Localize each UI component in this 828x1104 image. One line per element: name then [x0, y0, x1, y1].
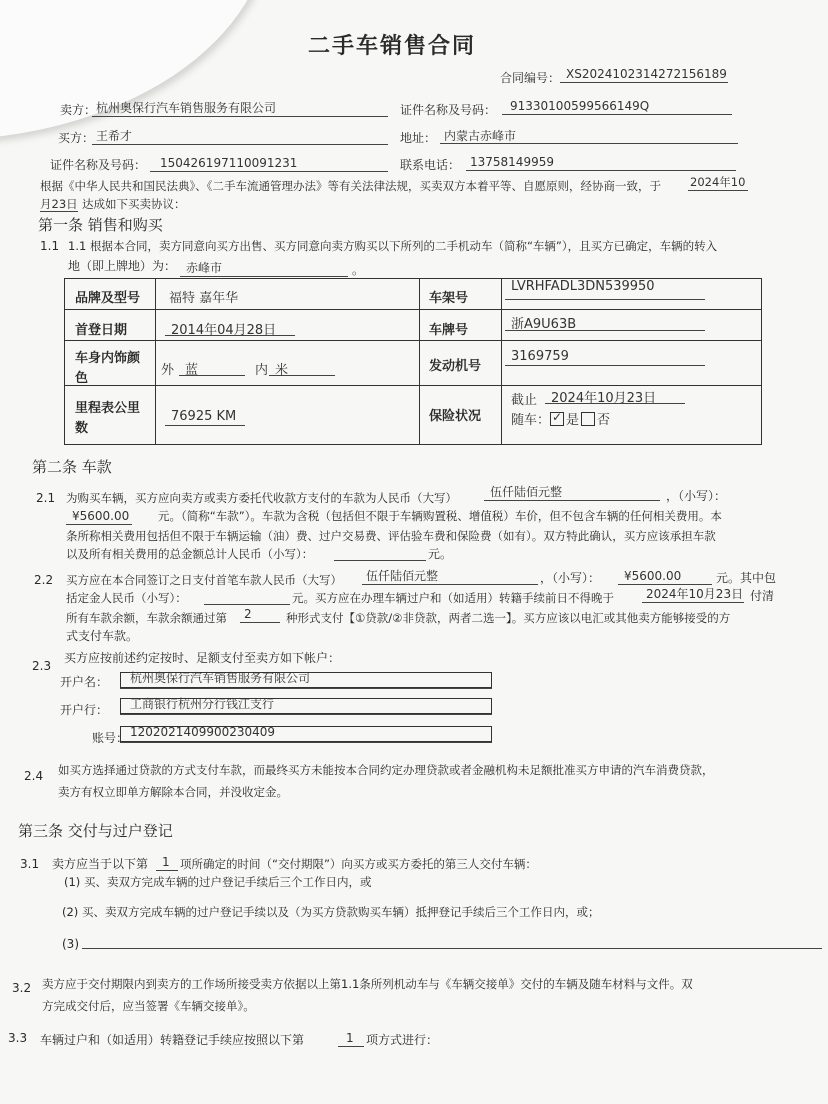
underline — [545, 403, 685, 404]
clause-number: 3.2 — [12, 981, 32, 995]
buyer-id-label: 证件名称及号码： — [50, 158, 147, 172]
account-bank-label: 开户行： — [60, 703, 109, 717]
insurance-until-value: 2024年10月23日 — [551, 391, 657, 406]
underline — [180, 276, 348, 277]
account-number-label: 账号： — [92, 731, 129, 745]
p22-line-2c: 付清 — [750, 589, 775, 603]
clause-number: 1.1 — [40, 239, 60, 253]
underline — [269, 375, 335, 376]
yes-label: 是 — [566, 413, 580, 428]
insurance-until-label: 截止 — [511, 393, 538, 408]
contract-number-label: 合同编号： — [500, 71, 561, 85]
account-number: 1202021409900230409 — [130, 725, 276, 739]
p21-line-4b: 元。 — [428, 547, 453, 561]
p24-line-1: 如买方选择通过贷款的方式支付车款，而最终买方未能按本合同约定办理贷款或者金融机构未足额批准买方申请的汽车消费贷款， — [58, 763, 714, 777]
p22-line-2a: 括定金人民币（小写）： — [66, 591, 187, 605]
p21-line-1a: 为购买车辆，买方应向卖方或卖方委托代收款方支付的车款为人民币（大写） — [66, 491, 457, 505]
with-car-label: 随车： — [511, 413, 551, 428]
seller-label: 卖方： — [60, 103, 97, 117]
table-row — [65, 310, 761, 341]
buyer-label: 买方： — [58, 131, 95, 145]
brand-value: 福特 嘉年华 — [169, 291, 239, 306]
account-bank: 工商银行杭州分行钱江支行 — [130, 697, 275, 711]
underline — [560, 82, 728, 83]
underline — [165, 335, 295, 336]
underline — [505, 299, 705, 300]
vehicle-info-table — [64, 278, 762, 445]
underline — [618, 584, 712, 585]
with-car-row — [511, 409, 610, 428]
p31-option-1: (1) 买、卖双方完成车辆的过户登记手续后三个工作日内，或 — [64, 875, 372, 889]
preamble-date-a: 2024年10 — [690, 175, 746, 189]
p22-deadline: 2024年10月23日 — [646, 587, 744, 601]
underline — [505, 330, 705, 331]
mileage-label-2: 数 — [75, 421, 89, 436]
underline — [204, 604, 290, 605]
mileage-label-1: 里程表公里 — [75, 401, 141, 416]
p31-option-3: (3) — [62, 937, 79, 951]
seller-id-label: 证件名称及号码： — [400, 103, 497, 117]
underline — [120, 742, 492, 743]
underline — [484, 500, 660, 501]
address-label: 地址： — [400, 131, 437, 145]
p22-amount-upper: 伍仟陆佰元整 — [366, 569, 439, 583]
p22-line-1a: 买方应在本合同签订之日支付首笔车款人民币（大写） — [66, 573, 342, 587]
underline — [82, 948, 822, 949]
p23-line-1: 买方应按前述约定按时、足额支付至卖方如下帐户： — [64, 651, 341, 665]
preamble-line-1: 根据《中华人民共和国民法典》、《二手车流通管理办法》等有关法律法规，买卖双方本着平等、自愿原则，经协商一致，于 — [40, 179, 661, 193]
underline — [66, 524, 132, 525]
p33-line-1a: 车辆过户和（如适用）转籍登记手续应按照以下第 — [40, 1033, 305, 1047]
registration-location: 赤峰市 — [186, 261, 223, 275]
p21-amount-upper: 伍仟陆佰元整 — [490, 485, 563, 499]
clause-number: 2.4 — [24, 769, 44, 783]
buyer-address: 内蒙古赤峰市 — [444, 129, 517, 143]
p32-line-2: 方完成交付后，应当签署《车辆交接单》。 — [42, 999, 255, 1013]
underline — [502, 114, 732, 115]
seller-id: 91330100599566149Q — [510, 99, 650, 113]
clause-number: 2.1 — [36, 491, 56, 505]
p24-line-2: 卖方有权立即单方解除本合同，并没收定金。 — [58, 785, 288, 799]
p22-method: 2 — [244, 607, 252, 621]
checkbox-checked-icon[interactable] — [550, 412, 564, 426]
underline — [688, 190, 748, 191]
preamble-date-b: 月23日 — [40, 197, 78, 211]
color-label-2: 色 — [75, 371, 89, 386]
period: 。 — [352, 263, 365, 277]
p22-line-3b: 种形式支付【①贷款/②非贷款，两者二选一】。买方应该以电汇或其他卖方能够接受的方 — [286, 611, 731, 625]
underline — [156, 870, 178, 871]
buyer-phone: 13758149959 — [470, 155, 554, 169]
underline — [338, 1046, 364, 1047]
account-name-label: 开户名： — [60, 675, 109, 689]
p21-line-4a: 以及所有相关费用的总金额总计人民币（小写）： — [66, 547, 314, 561]
p31-line-1b: 项所确定的时间（“交付期限”）向买方或买方委托的第三人交付车辆： — [180, 857, 537, 871]
underline — [440, 143, 738, 144]
engine-value: 3169759 — [511, 349, 569, 364]
underline — [179, 375, 245, 376]
p33-item: 1 — [346, 1031, 354, 1045]
color-int-value: 米 — [275, 363, 289, 378]
color-label-1: 车身内饰颜 — [75, 351, 141, 366]
article-3-heading: 第三条 交付与过户登记 — [18, 822, 173, 840]
underline — [150, 171, 388, 172]
plate-value: 浙A9U63B — [511, 317, 577, 332]
p31-line-1a: 卖方应当于以下第 — [52, 857, 149, 871]
underline — [505, 365, 705, 366]
buyer-id: 150426197110091231 — [160, 156, 298, 170]
p22-line-2b: 元。买方应在办理车辆过户和（如适用）转籍手续前日不得晚于 — [292, 591, 614, 605]
p31-option-2: (2) 买、卖双方完成车辆的过户登记手续以及（为买方贷款购买车辆）抵押登记手续后三个工作日内，或； — [62, 905, 600, 919]
frame-value: LVRHFADL3DN539950 — [511, 279, 655, 294]
seller-name: 杭州奥保行汽车销售服务有限公司 — [96, 101, 277, 115]
p21-line-2: 元。（简称“车款”）。车款为含税（包括但不限于车辆购置税、增值税）车价，但不包含车辆的任何相关费用。本 — [158, 509, 722, 523]
clause-number: 2.2 — [34, 573, 54, 587]
article-1-text-1: 1.1 根据本合同，卖方同意向买方出售、买方同意向卖方购买以下所列的二手机动车（简称“车辆”），且买方已确定，车辆的转入 — [68, 239, 718, 253]
buyer-name: 王希才 — [96, 129, 133, 143]
p22-line-1b: ，（小写）： — [540, 571, 601, 585]
underline — [92, 116, 388, 117]
p32-line-1: 卖方应于交付期限内到卖方的工作场所接受卖方依据以上第1.1条所列机动车与《车辆交接单》交付的车辆及随车材料与文件。双 — [42, 977, 693, 991]
clause-number: 2.3 — [32, 659, 52, 673]
underline — [362, 584, 538, 585]
p33-line-1b: 项方式进行： — [366, 1033, 439, 1047]
article-1-text-2: 地（即上牌地）为： — [68, 259, 177, 273]
article-2-heading: 第二条 车款 — [32, 458, 112, 476]
folded-page-corner — [0, 0, 270, 140]
mileage-value: 76925 KM — [171, 409, 237, 424]
p22-line-3a: 所有车款余额，车款余额通过第 — [66, 611, 227, 625]
underline — [92, 144, 388, 145]
p21-amount-lower: ¥5600.00 — [72, 509, 130, 523]
underline — [466, 170, 736, 171]
phone-label: 联系电话： — [400, 158, 461, 172]
checkbox-empty-icon[interactable] — [581, 412, 595, 426]
account-name: 杭州奥保行汽车销售服务有限公司 — [130, 671, 311, 685]
p22-line-1c: 元。其中包 — [716, 571, 777, 585]
contract-title: 二手车销售合同 — [308, 34, 477, 59]
p22-line-4: 式支付车款。 — [66, 629, 139, 643]
preamble-line-2: 达成如下买卖协议： — [82, 197, 186, 211]
underline — [40, 211, 78, 212]
color-ext-value: 蓝 — [185, 363, 199, 378]
plate-label: 车牌号 — [429, 323, 469, 338]
color-ext-prefix: 外 — [161, 363, 175, 378]
p31-item: 1 — [162, 855, 170, 869]
reg-date-label: 首登日期 — [75, 323, 128, 338]
no-label: 否 — [597, 413, 611, 428]
p21-line-1b: ，（小写）： — [666, 489, 727, 503]
underline — [120, 688, 492, 689]
p22-amount-lower: ¥5600.00 — [624, 569, 682, 583]
underline — [642, 602, 744, 603]
reg-date-value: 2014年04月28日 — [171, 323, 277, 338]
brand-label: 品牌及型号 — [75, 291, 141, 306]
p21-line-3: 条所称相关费用包括但不限于车辆运输（油）费、过户交易费、评估验车费和保险费（如有）。双方特此确认，买方应该承担车款 — [66, 529, 716, 543]
color-int-prefix: 内 — [255, 363, 269, 378]
clause-number: 3.1 — [20, 857, 40, 871]
frame-label: 车架号 — [429, 291, 469, 306]
underline — [334, 560, 426, 561]
clause-number: 3.3 — [8, 1031, 28, 1045]
article-1-heading: 第一条 销售和购买 — [38, 216, 163, 234]
insurance-label: 保险状况 — [429, 409, 482, 424]
contract-number: XS2024102314272156189 — [566, 67, 727, 81]
underline — [240, 622, 280, 623]
engine-label: 发动机号 — [429, 359, 482, 374]
underline — [120, 714, 492, 715]
underline — [165, 425, 245, 426]
